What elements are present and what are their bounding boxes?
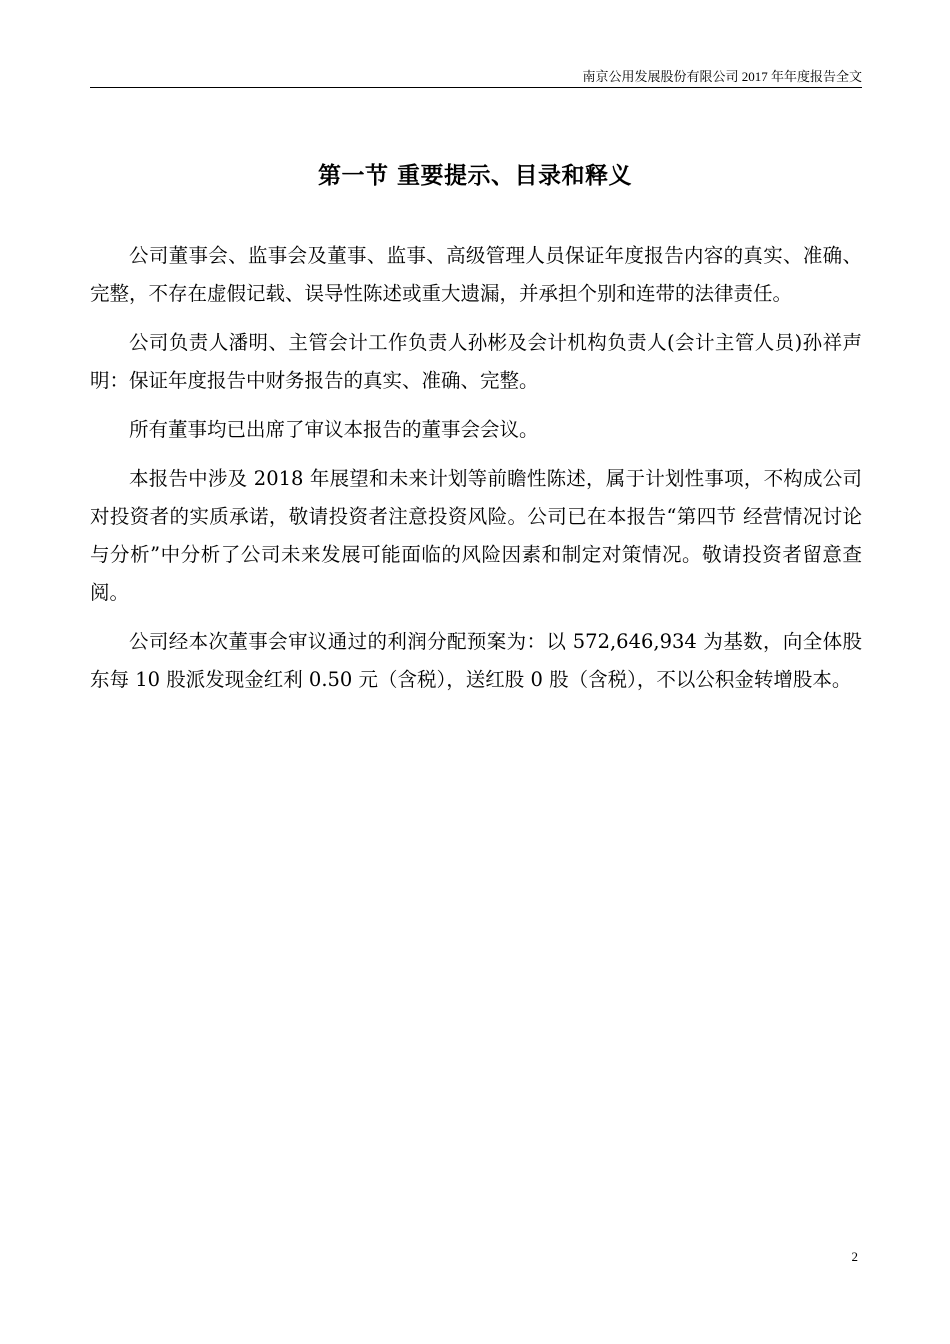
paragraph-financial-declaration: 公司负责人潘明、主管会计工作负责人孙彬及会计机构负责人(会计主管人员)孙祥声明：保证年度报告中财务报告的真实、准确、完整。: [90, 331, 862, 392]
paragraph-responsibility-statement: 公司董事会、监事会及董事、监事、高级管理人员保证年度报告内容的真实、准确、完整，不存在虚假记载、误导性陈述或重大遗漏，并承担个别和连带的法律责任。: [90, 244, 862, 305]
body-content: [90, 237, 862, 710]
running-header: 南京公用发展股份有限公司 2017 年年度报告全文: [582, 69, 862, 84]
page-number: 2: [851, 1249, 858, 1264]
paragraph-forward-looking: 本报告中涉及 2018 年展望和未来计划等前瞻性陈述，属于计划性事项，不构成公司对投资者的实质承诺，敬请投资者注意投资风险。公司已在本报告“第四节 经营情况讨论与分析”中分析了公司未来发展可能面临的风险因素和制定对策情况。敬请投资者留意查阅。: [90, 467, 862, 604]
section-title: 第一节 重要提示、目录和释义: [317, 162, 632, 189]
paragraph-board-attendance: 所有董事均已出席了审议本报告的董事会会议。: [129, 418, 539, 441]
paragraph-profit-distribution: 公司经本次董事会审议通过的利润分配预案为：以 572,646,934 为基数，向全体股东每 10 股派发现金红利 0.50 元（含税），送红股 0 股（含税），不以公积金转增股本。: [90, 630, 862, 691]
header-divider: [90, 87, 862, 88]
